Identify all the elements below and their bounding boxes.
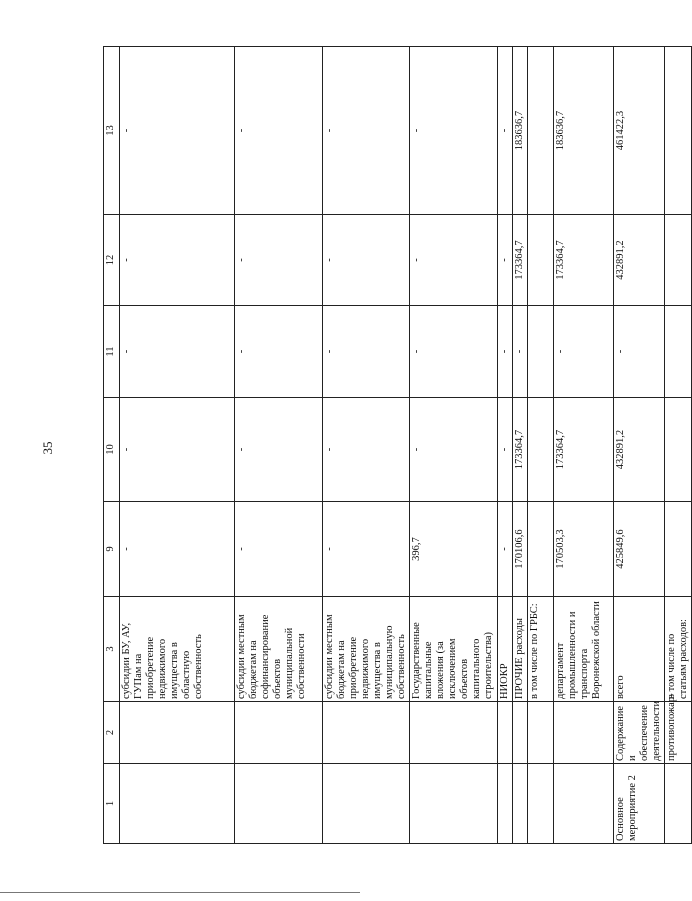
cell-col-3: в том числе по статьям расходов: [665, 597, 692, 702]
cell-col-1 [498, 764, 513, 844]
table-row [120, 47, 235, 844]
cell-col-2 [528, 702, 554, 764]
header-row [104, 47, 120, 844]
cell-col-12: 432891,2 [614, 215, 665, 306]
cell-col-9: - [120, 502, 235, 597]
table-row [235, 47, 323, 844]
cell-col-9: 396,7 [410, 502, 498, 597]
header-col-12: 12 [104, 215, 120, 306]
cell-col-12: - [323, 215, 410, 306]
table-row [323, 47, 410, 844]
cell-col-1 [513, 764, 528, 844]
table-row [513, 47, 528, 844]
cell-col-9 [528, 502, 554, 597]
cell-col-13: - [323, 47, 410, 215]
cell-col-13: - [235, 47, 323, 215]
cell-col-9: 425849,6 [614, 502, 665, 597]
cell-col-10: 432891,2 [614, 398, 665, 502]
cell-col-3: субсидии местным бюджетам на приобретение недвижимого имущества в муниципальную собственность [323, 597, 410, 702]
cell-col-2 [235, 702, 323, 764]
cell-col-10 [665, 398, 692, 502]
cell-col-12 [665, 215, 692, 306]
cell-col-10: 173364,7 [554, 398, 614, 502]
cell-col-11 [665, 306, 692, 398]
footer-rule [0, 892, 360, 893]
cell-col-3: субсидии БУ, АУ, ГУПам на приобретение недвижимого имущества в областную собственность [120, 597, 235, 702]
cell-col-3: ПРОЧИЕ расходы [513, 597, 528, 702]
cell-col-10 [528, 398, 554, 502]
header-col-2: 2 [104, 702, 120, 764]
cell-col-2 [323, 702, 410, 764]
table-row [498, 47, 513, 844]
cell-col-10: - [323, 398, 410, 502]
cell-col-2 [554, 702, 614, 764]
cell-col-12: 173364,7 [554, 215, 614, 306]
cell-col-11: - [513, 306, 528, 398]
table-row [614, 47, 665, 844]
cell-col-1 [410, 764, 498, 844]
cell-col-13: - [410, 47, 498, 215]
cell-col-10: - [120, 398, 235, 502]
cell-col-13: - [498, 47, 513, 215]
cell-col-12: - [120, 215, 235, 306]
cell-col-10: - [410, 398, 498, 502]
cell-col-12: - [410, 215, 498, 306]
cell-col-10: - [235, 398, 323, 502]
table-row [528, 47, 554, 844]
cell-col-11 [528, 306, 554, 398]
cell-col-3: в том числе по ГРБС: [528, 597, 554, 702]
cell-col-13: - [120, 47, 235, 215]
cell-col-9: 170106,6 [513, 502, 528, 597]
rotated-table-container [103, 47, 689, 844]
budget-table [103, 46, 692, 844]
cell-col-11: - [235, 306, 323, 398]
cell-col-1 [665, 764, 692, 844]
cell-col-10: 173364,7 [513, 398, 528, 502]
cell-col-12 [528, 215, 554, 306]
header-col-10: 10 [104, 398, 120, 502]
cell-col-1 [120, 764, 235, 844]
cell-col-13: 461422,3 [614, 47, 665, 215]
cell-col-13 [665, 47, 692, 215]
header-col-11: 11 [104, 306, 120, 398]
cell-col-2 [498, 702, 513, 764]
cell-col-1 [528, 764, 554, 844]
cell-col-3: НИОКР [498, 597, 513, 702]
cell-col-9: 170503,3 [554, 502, 614, 597]
cell-col-1 [554, 764, 614, 844]
cell-col-9: - [498, 502, 513, 597]
cell-col-2: Содержание и обеспечение деятельности [614, 702, 665, 764]
cell-col-10: - [498, 398, 513, 502]
cell-col-12: - [235, 215, 323, 306]
cell-col-11: - [614, 306, 665, 398]
cell-col-2 [120, 702, 235, 764]
cell-col-9: - [235, 502, 323, 597]
cell-col-3: Государственные капитальные вложения (за исключением объектов капитального строительства) [410, 597, 498, 702]
cell-col-11: - [120, 306, 235, 398]
page-number: 35 [40, 441, 55, 455]
table-row [554, 47, 614, 844]
header-col-1: 1 [104, 764, 120, 844]
cell-col-11: - [554, 306, 614, 398]
cell-col-2 [410, 702, 498, 764]
table-row [410, 47, 498, 844]
cell-col-1: Основное мероприятие 2 [614, 764, 665, 844]
cell-col-1 [235, 764, 323, 844]
cell-col-2 [513, 702, 528, 764]
cell-col-11: - [410, 306, 498, 398]
header-col-3: 3 [104, 597, 120, 702]
cell-col-11: - [323, 306, 410, 398]
cell-col-3: субсидии местным бюджетам на софинансирование объектов муниципальной собственности [235, 597, 323, 702]
cell-col-1 [323, 764, 410, 844]
cell-col-3: всего [614, 597, 665, 702]
cell-col-13: 183636,7 [513, 47, 528, 215]
cell-col-9 [665, 502, 692, 597]
cell-col-3: департамент промышленности и транспорта Воронежской области [554, 597, 614, 702]
header-col-13: 13 [104, 47, 120, 215]
cell-col-9: - [323, 502, 410, 597]
cell-col-12: 173364,7 [513, 215, 528, 306]
header-col-9: 9 [104, 502, 120, 597]
cell-col-11: - [498, 306, 513, 398]
cell-col-13 [528, 47, 554, 215]
cell-col-13: 183636,7 [554, 47, 614, 215]
cell-col-2: противопожар- [665, 702, 692, 764]
cell-col-12: - [498, 215, 513, 306]
table-row [665, 47, 692, 844]
